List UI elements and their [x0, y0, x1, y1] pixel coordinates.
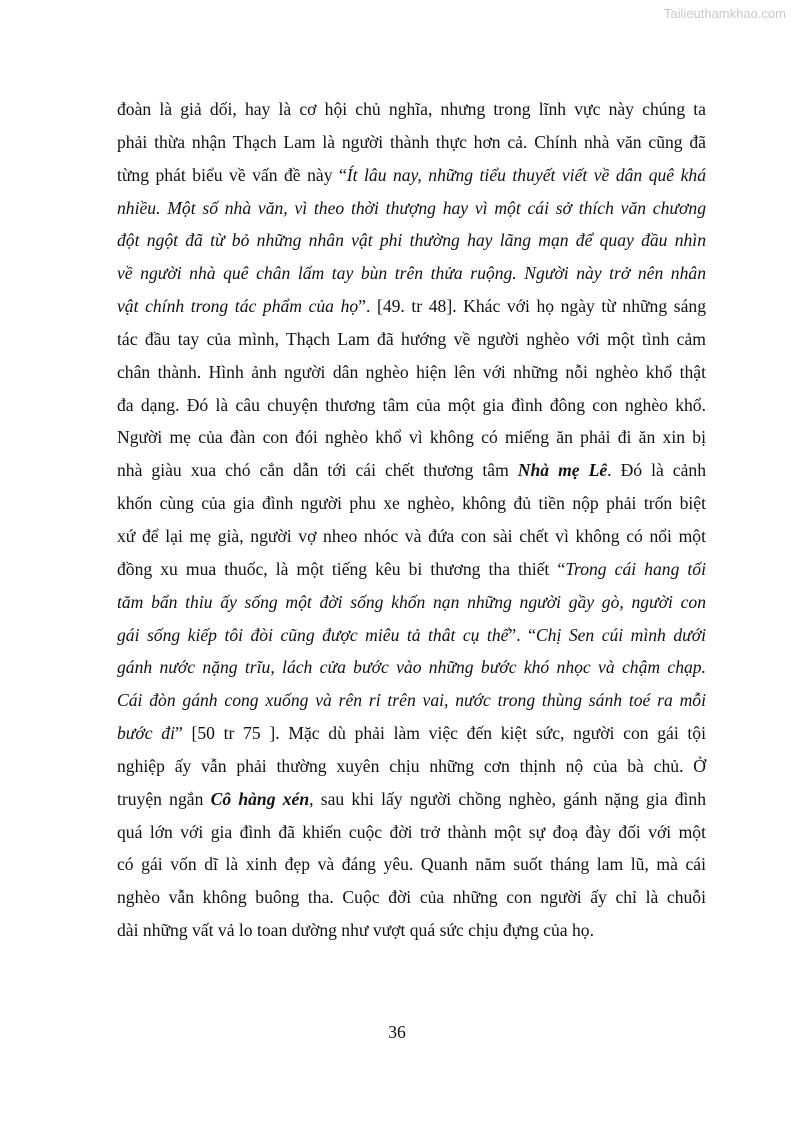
text-line [117, 421, 706, 454]
text-line [117, 126, 706, 159]
text-line [117, 192, 706, 225]
text-line [117, 224, 706, 257]
text-segment: chân thành. Hình ảnh người dân nghèo hiện lên với những nỗi nghèo khổ thật [117, 361, 706, 382]
text-line [117, 914, 706, 947]
text-segment: phải thừa nhận Thạch Lam là người thành thực hơn cả. Chính nhà văn cũng đã [117, 131, 706, 152]
text-line [117, 356, 706, 389]
quoted-text: nhiều. Một số nhà văn, vì theo thời thượng hay vì một cái sở thích văn chương [117, 197, 706, 218]
quoted-text: về người nhà quê chân lấm tay bùn trên thửa ruộng. Người này trở nên nhân [117, 263, 706, 284]
text-segment: đa dạng. Đó là câu chuyện thương tâm của một gia đình đông con nghèo khổ. [117, 394, 706, 415]
quoted-text: gái sống kiếp tôi đòi cũng được miêu tả thât cụ thể [117, 624, 509, 645]
watermark: Tailieuthamkhao.com [663, 6, 786, 21]
text-line [117, 750, 706, 783]
text-segment: Người mẹ của đàn con đói nghèo khổ vì không có miếng ăn phải đi ăn xin bị [117, 427, 706, 448]
text-line [117, 553, 706, 586]
text-segment: tác đầu tay của mình, Thạch Lam đã hướng về người nghèo với một tình cảm [117, 328, 706, 349]
text-segment: nhà giàu xua chó cắn dẫn tới cái chết thương tâm [117, 460, 518, 481]
text-line [117, 586, 706, 619]
quoted-text: Ít lâu nay, những tiểu thuyết viết về dân quê khá [346, 164, 706, 185]
text-line [117, 159, 706, 192]
text-segment: xứ để lại mẹ già, người vợ nheo nhóc và đứa con sài chết vì không có nổi một [117, 525, 706, 546]
text-segment: có gái vốn dĩ là xinh đẹp và đáng yêu. Quanh năm suốt tháng lam lũ, mà cái [117, 854, 706, 875]
text-line [117, 93, 706, 126]
text-segment: ” [50 tr 75 ]. Mặc dù phải làm việc đến kiệt sức, người con gái tội [174, 723, 706, 744]
quoted-text: đột ngột đã từ bỏ những nhân vật phi thường hay lãng mạn để quay đầu nhìn [117, 230, 706, 251]
quoted-text: tăm bẩn thỉu ấy sống một đời sống khốn nạn những người gầy gò, người con [117, 591, 706, 612]
text-segment: đồng xu mua thuốc, là một tiếng kêu bi thương tha thiết “ [117, 558, 566, 579]
text-line [117, 848, 706, 881]
text-line [117, 651, 706, 684]
text-line [117, 389, 706, 422]
text-line [117, 717, 706, 750]
text-segment: nghèo vẫn không buông tha. Cuộc đời của những con người ấy chỉ là chuỗi [117, 887, 706, 908]
text-line [117, 619, 706, 652]
text-line [117, 323, 706, 356]
quoted-text: bước đi [117, 723, 175, 744]
text-segment: ”. [49. tr 48]. Khác với họ ngày từ những sáng [358, 296, 706, 317]
text-line [117, 487, 706, 520]
text-segment: đoàn là giả dối, hay là cơ hội chủ nghĩa, nhưng trong lĩnh vực này chúng ta [117, 99, 706, 119]
text-line [117, 684, 706, 717]
text-segment: dài những vất vả lo toan dường như vượt quá sức chịu đựng của họ. [117, 920, 594, 941]
text-segment: quá lớn với gia đình đã khiến cuộc đời trở thành một sự đoạ đày đối với một [117, 821, 706, 842]
text-line [117, 783, 706, 816]
quoted-text: Trong cái hang tối [565, 558, 706, 579]
text-line [117, 454, 706, 487]
page-body [117, 93, 706, 947]
text-segment: từng phát biểu về vấn đề này “ [117, 164, 347, 185]
text-line [117, 881, 706, 914]
quoted-text: gánh nước nặng trĩu, lách cửa bước vào những bước khó nhọc và chậm chạp. [117, 657, 706, 678]
text-segment: truyện ngắn [117, 788, 211, 809]
work-title: Cô hàng xén [210, 788, 310, 809]
quoted-text: vật chính trong tác phẩm của họ [117, 296, 359, 317]
text-segment: ”. “ [508, 624, 536, 645]
text-segment: nghiệp ấy vẫn phải thường xuyên chịu những cơn thịnh nộ của bà chủ. Ở [117, 755, 706, 776]
text-line [117, 816, 706, 849]
text-segment: khốn cùng của gia đình người phu xe nghèo, không đủ tiền nộp phải trốn biệt [117, 493, 706, 514]
text-segment: . Đó là cảnh [607, 460, 706, 481]
text-line [117, 257, 706, 290]
quoted-text: Cái đòn gánh cong xuống và rên rỉ trên vai, nước trong thùng sánh toé ra mỗi [117, 690, 706, 711]
text-line [117, 290, 706, 323]
work-title: Nhà mẹ Lê [517, 460, 608, 481]
quoted-text: Chị Sen cúi mình dưới [535, 624, 706, 645]
text-line [117, 520, 706, 553]
text-segment: , sau khi lấy người chồng nghèo, gánh nặng gia đình [309, 788, 707, 809]
page-number: 36 [388, 1022, 406, 1042]
